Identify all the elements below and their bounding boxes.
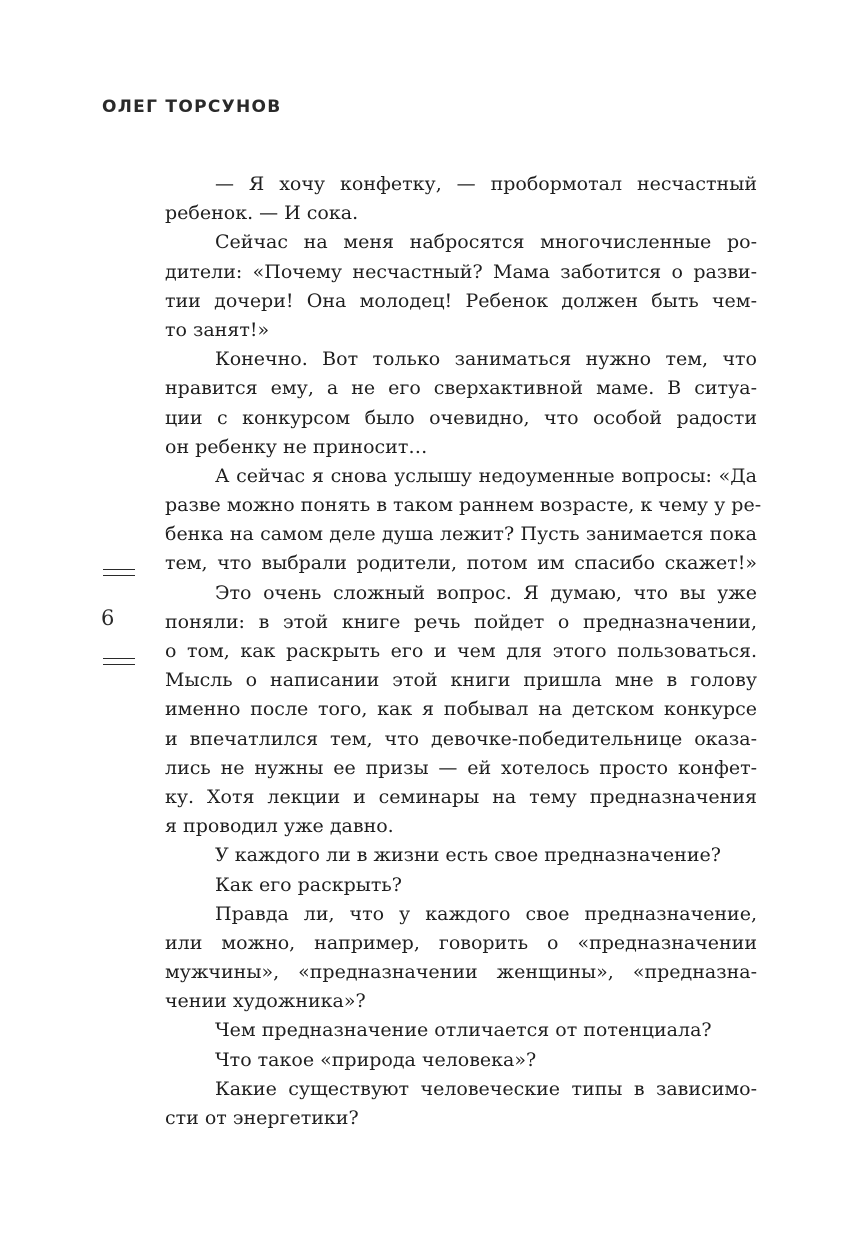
body-line: разве можно понять в таком раннем возрасте, к чему у ре-	[165, 494, 762, 517]
body-line: мужчины», «предназначении женщины», «предназна-	[165, 961, 757, 984]
body-line: сти от энергетики?	[165, 1107, 359, 1129]
body-line: ку. Хотя лекции и семинары на тему предназначения	[165, 785, 757, 808]
body-line: А сейчас я снова услышу недоуменные вопросы: «Да	[215, 464, 757, 487]
body-line: то занят!»	[165, 318, 270, 341]
body-line: дители: «Почему несчастный? Мама заботится о разви-	[165, 260, 757, 283]
body-line: я проводил уже давно.	[165, 815, 394, 838]
body-line: Правда ли, что у каждого свое предназначение,	[215, 902, 757, 925]
body-line: поняли: в этой книге речь пойдет о предназначении,	[165, 610, 757, 633]
running-header-author: ОЛЕГ ТОРСУНОВ	[102, 97, 282, 117]
body-line: ребенок. — И сока.	[165, 202, 359, 225]
body-line: и впечатлился тем, что девочке-победительнице оказа-	[165, 727, 757, 750]
body-line: именно после того, как я побывал на детском конкурсе	[165, 698, 757, 721]
body-line: Что такое «природа человека»?	[215, 1048, 537, 1071]
body-line: о том, как раскрыть его и чем для этого пользоваться.	[165, 640, 757, 662]
body-line: Какие существуют человеческие типы в зависимо-	[215, 1077, 757, 1100]
body-line: Это очень сложный вопрос. Я думаю, что вы уже	[215, 581, 757, 604]
body-line: бенка на самом деле душа лежит? Пусть занимается пока	[165, 523, 757, 546]
body-line: Чем предназначение отличается от потенциала?	[215, 1019, 712, 1042]
page-number: 6	[101, 606, 115, 630]
body-text	[165, 170, 762, 1133]
body-line: тии дочери! Она молодец! Ребенок должен быть чем-	[165, 289, 757, 312]
body-line: нравится ему, а не его сверхактивной маме. В ситуа-	[165, 377, 757, 400]
page-number-rule-top	[103, 569, 135, 576]
body-line: лись не нужны ее призы — ей хотелось просто конфет-	[165, 756, 757, 779]
body-line: У каждого ли в жизни есть свое предназначение?	[215, 844, 721, 867]
body-line: ции с конкурсом было очевидно, что особой радости	[165, 406, 757, 429]
body-line: тем, что выбрали родители, потом им спасибо скажет!»	[165, 552, 757, 575]
body-line: чении художника»?	[165, 990, 366, 1013]
page-number-rule-bottom	[103, 658, 135, 665]
body-line: Конечно. Вот только заниматься нужно тем, что	[215, 348, 757, 371]
body-line: Как его раскрыть?	[215, 873, 402, 896]
body-line: — Я хочу конфетку, — пробормотал несчастный	[215, 173, 757, 195]
body-line: Мысль о написании этой книги пришла мне в голову	[165, 669, 757, 692]
body-line: или можно, например, говорить о «предназначении	[165, 931, 757, 954]
body-line: Сейчас на меня набросятся многочисленные ро-	[215, 231, 757, 254]
body-line: он ребенку не приносит…	[165, 435, 428, 458]
